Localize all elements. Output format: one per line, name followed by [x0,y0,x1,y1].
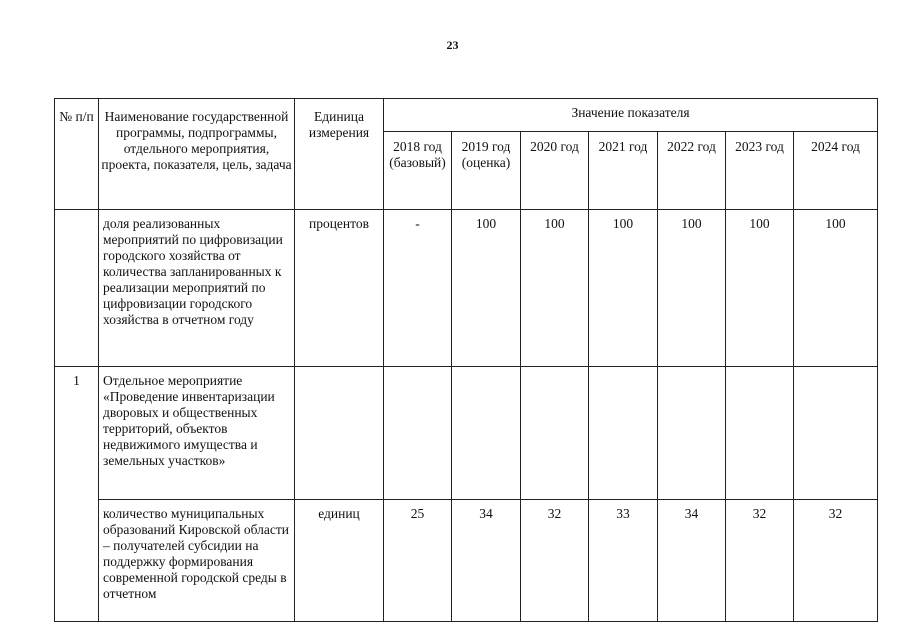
row-number [55,210,99,367]
row-unit: процентов [295,210,384,367]
header-unit-col: Единица измерения [295,99,384,210]
row-value-2023 [726,367,794,500]
row-value-2018: - [384,210,452,367]
row-value-2023: 32 [726,500,794,622]
row-value-2019: 100 [452,210,521,367]
row-value-2018: 25 [384,500,452,622]
row-value-2021: 33 [589,500,658,622]
row-unit [295,367,384,500]
header-year-2024: 2024 год [794,132,878,210]
header-year-2023: 2023 год [726,132,794,210]
row-value-2023: 100 [726,210,794,367]
row-value-2024 [794,367,878,500]
row-name: Отдельное мероприятие «Проведение инвентаризации дворовых и общественных территорий, объектов недвижимого имущества и земельных участков» [99,367,295,500]
row-value-2020: 32 [521,500,589,622]
header-year-2022: 2022 год [658,132,726,210]
table-row [55,500,878,622]
header-year-2021: 2021 год [589,132,658,210]
row-value-2021: 100 [589,210,658,367]
header-value-group: Значение показателя [384,99,878,132]
header-year-2019: 2019 год (оценка) [452,132,521,210]
row-value-2024: 32 [794,500,878,622]
page-number: 23 [446,38,459,52]
row-number [55,500,99,622]
row-value-2018 [384,367,452,500]
table-row [55,210,878,367]
row-value-2019: 34 [452,500,521,622]
row-value-2021 [589,367,658,500]
row-value-2019 [452,367,521,500]
row-value-2022 [658,367,726,500]
row-value-2024: 100 [794,210,878,367]
header-number-col: № п/п [55,99,99,210]
row-value-2022: 34 [658,500,726,622]
row-number: 1 [55,367,99,500]
row-value-2020 [521,367,589,500]
indicators-table [54,98,878,622]
header-year-2018: 2018 год (базовый) [384,132,452,210]
row-value-2022: 100 [658,210,726,367]
header-year-2020: 2020 год [521,132,589,210]
row-unit: единиц [295,500,384,622]
row-name: количество муниципальных образований Кировской области – получателей субсидии на поддержку формирования современной городской среды в отчетном [99,500,295,622]
row-name: доля реализованных мероприятий по цифровизации городского хозяйства от количества запланированных к реализации мероприятий по цифровизации городского хозяйства в отчетном году [99,210,295,367]
table-row [55,367,878,500]
header-name-col: Наименование государственной программы, подпрограммы, отдельного мероприятия, проекта, показателя, цель, задача [99,99,295,210]
row-value-2020: 100 [521,210,589,367]
